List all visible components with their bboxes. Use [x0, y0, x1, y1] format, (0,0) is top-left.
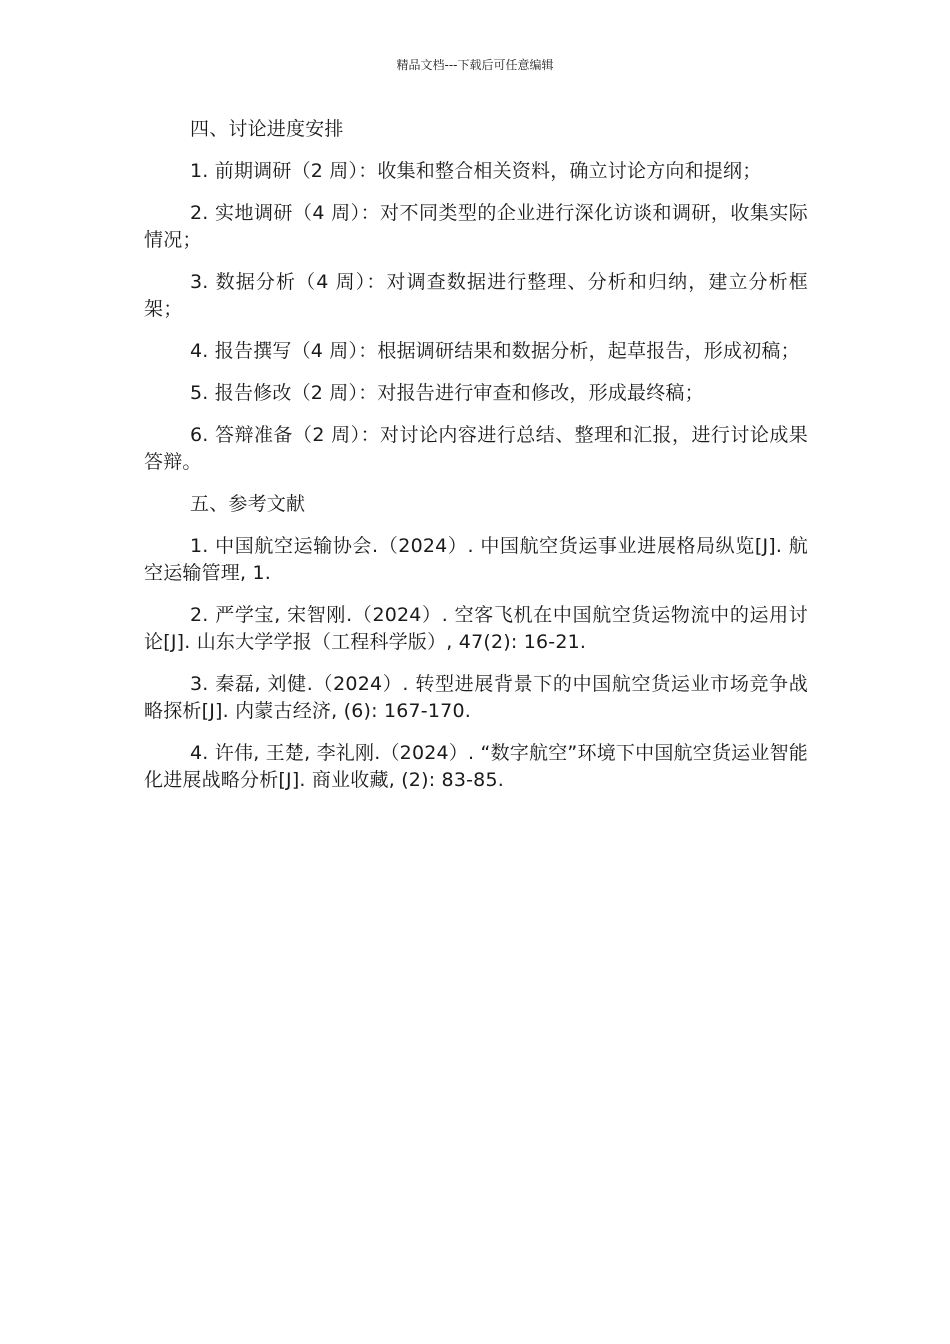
schedule-item-6: 6. 答辩准备（2 周）：对讨论内容进行总结、整理和汇报，进行讨论成果答辩。	[144, 424, 808, 473]
section-heading-references: 五、参考文献	[190, 493, 306, 515]
reference-item-2: 2. 严学宝, 宋智刚.（2024）. 空客飞机在中国航空货运物流中的运用讨论[J]. 山东大学学报（工程科学版）, 47(2): 16-21.	[144, 604, 808, 653]
page-header: 精品文档---下载后可任意编辑	[396, 58, 554, 72]
schedule-item-2: 2. 实地调研（4 周）：对不同类型的企业进行深化访谈和调研，收集实际情况；	[144, 202, 808, 251]
schedule-item-3: 3. 数据分析（4 周）：对调查数据进行整理、分析和归纳，建立分析框架；	[144, 271, 808, 320]
document-body	[144, 116, 808, 809]
reference-item-4: 4. 许伟, 王楚, 李礼刚.（2024）. “数字航空”环境下中国航空货运业智能化进展战略分析[J]. 商业收藏, (2): 83-85.	[144, 742, 808, 791]
schedule-item-1: 1. 前期调研（2 周）：收集和整合相关资料，确立讨论方向和提纲；	[190, 160, 762, 182]
reference-item-3: 3. 秦磊, 刘健.（2024）. 转型进展背景下的中国航空货运业市场竞争战略探析[J]. 内蒙古经济, (6): 167-170.	[144, 673, 808, 722]
schedule-item-4: 4. 报告撰写（4 周）：根据调研结果和数据分析，起草报告，形成初稿；	[190, 340, 800, 362]
schedule-item-5: 5. 报告修改（2 周）：对报告进行审查和修改，形成最终稿；	[190, 382, 704, 404]
section-heading-schedule: 四、讨论进度安排	[190, 118, 344, 140]
reference-item-1: 1. 中国航空运输协会.（2024）. 中国航空货运事业进展格局纵览[J]. 航空运输管理, 1.	[144, 535, 808, 584]
